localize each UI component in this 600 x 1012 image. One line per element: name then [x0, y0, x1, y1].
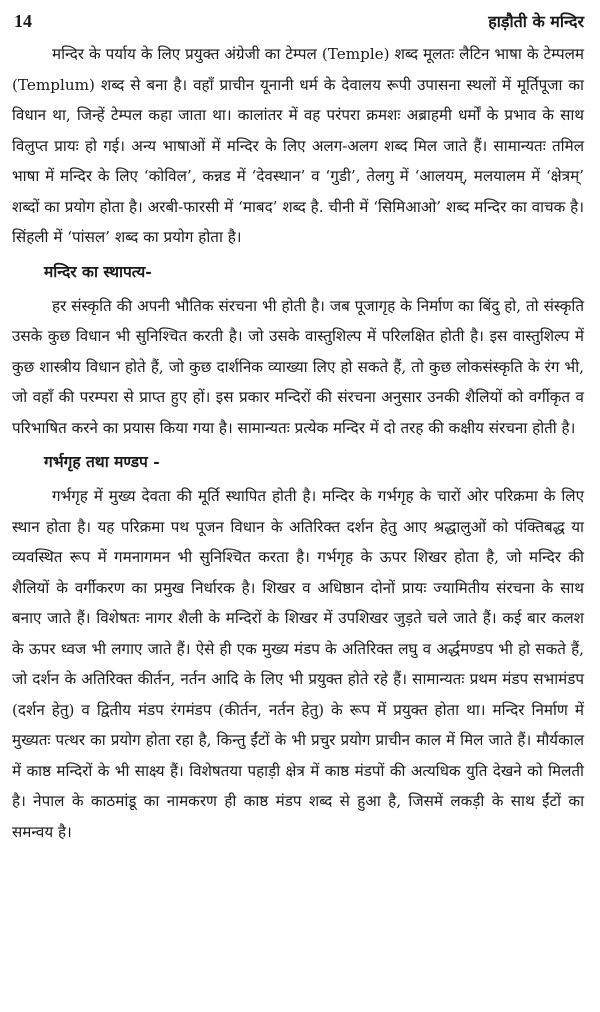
book-title: हाड़ौती के मन्दिर: [488, 12, 584, 31]
section-heading-architecture: मन्दिर का स्थापत्य-: [44, 261, 152, 281]
intro-paragraph: मन्दिर के पर्याय के लिए प्रयुक्त अंग्रेजी का टेम्पल (Temple) शब्द मूलतः लैटिन भाषा के टेम्पलम (Templum) शब्द से बना है। वहाँ प्राचीन यूनानी धर्म के देवालय रूपी उपासना स्थलों में मूर्तिपूजा का विधान था, जिन्हें टेम्पल कहा जाता था। कालांतर में वह परंपरा क्रमशः अब्राहमी धर्मों के प्रभाव के साथ विलुप्त प्रायः हो गई। अन्य भाषाओं में मन्दिर के लिए अलग-अलग शब्द मिल जाते हैं। सामान्यतः तमिल भाषा में मन्दिर के लिए ‘कोविल’, कन्नड में ‘देवस्थान’ व ‘गुडी’, तेलगु में ‘आलयम्, मलयालम में ‘क्षेत्रम्’ शब्दों का प्रयोग होता है। अरबी-फारसी में ‘माबद’ शब्द है. चीनी में ‘सिमिआओ’ शब्द मन्दिर का वाचक है। सिंहली में ‘पांसल’ शब्द का प्रयोग होता है।: [12, 45, 584, 246]
running-head: [12, 10, 584, 33]
page-number: 14: [14, 11, 32, 31]
sanctum-mandapa-paragraph: गर्भगृह में मुख्य देवता की मूर्ति स्थापित होती है। मन्दिर के गर्भगृह के चारों ओर परिक्रमा के लिए स्थान होता है। यह परिक्रमा पथ पूजन विधान के अतिरिक्त दर्शन हेतु आए श्रद्धालुओं को पंक्तिबद्ध या व्यवस्थित रूप में गमनागमन भी सुनिश्चित करता है। गर्भगृह के ऊपर शिखर होता है, जो मन्दिर की शैलियों के वर्गीकरण का प्रमुख निर्धारक है। शिखर व अधिष्ठान दोनों प्रायः ज्यामितीय संरचना के साथ बनाए जाते हैं। विशेषतः नागर शैली के मन्दिरों के शिखर में उपशिखर जुड़ते चले जाते हैं। कई बार कलश के ऊपर ध्वज भी लगाए जाते हैं। ऐसे ही एक मुख्य मंडप के अतिरिक्त लघु व अर्द्धमण्डप भी हो सकते हैं, जो दर्शन के अतिरिक्त कीर्तन, नर्तन आदि के लिए भी प्रयुक्त होते रहे हैं। सामान्यतः प्रथम मंडप सभामंडप (दर्शन हेतु) व द्वितीय मंडप रंगमंडप (कीर्तन, नर्तन हेतु) के रूप में प्रयुक्त होता था। मन्दिर निर्माण में मुख्यतः पत्थर का प्रयोग होता रहा है, किन्तु ईंटों के भी प्रचुर प्रयोग प्राचीन काल में मिल जाते हैं। मौर्यकाल में काष्ठ मन्दिरों के भी साक्ष्य हैं। विशेषतया पहाड़ी क्षेत्र में काष्ठ मंडपों की अत्यधिक युति देखने को मिलती है। नेपाल के काठमांडू का नामकरण ही काष्ठ मंडप शब्द से हुआ है, जिसमें लकड़ी के साथ ईंटों का समन्वय है।: [12, 487, 584, 841]
architecture-paragraph: हर संस्कृति की अपनी भौतिक संरचना भी होती है। जब पूजागृह के निर्माण का बिंदु हो, तो संस्कृति उसके कुछ विधान भी सुनिश्चित करती है। जो उसके वास्तुशिल्प में परिलक्षित होती है। इस वास्तुशिल्प में कुछ शास्त्रीय विधान होते हैं, जो कुछ दार्शनिक व्याख्या लिए हो सकते हैं, तो कुछ लोकसंस्कृति के रंग भी, जो वहाँ की परम्परा से प्राप्त हुए हों। इस प्रकार मन्दिरों की संरचना अनुसार उनकी शैलियों को वर्गीकृत व परिभाषित करने का प्रयास किया गया है। सामान्यतः प्रत्येक मन्दिर में दो तरह की कक्षीय संरचना होती है।: [12, 296, 584, 437]
section-heading-sanctum-mandapa: गर्भगृह तथा मण्डप -: [44, 452, 160, 471]
